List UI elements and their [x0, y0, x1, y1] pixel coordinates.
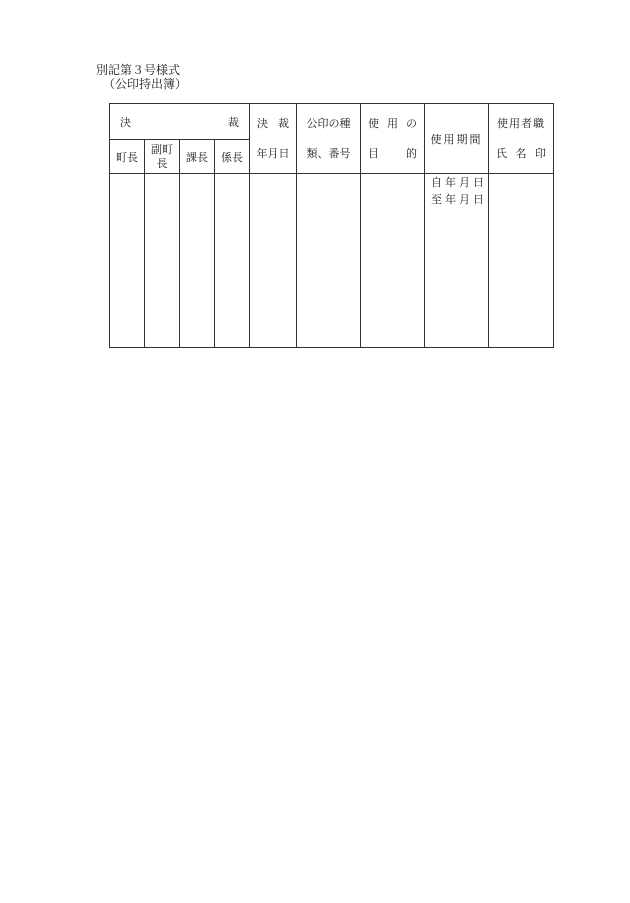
user-cell	[489, 174, 554, 348]
approver-deputy-mayor-label: 副町長	[151, 142, 173, 170]
user-char-3: 印	[535, 146, 546, 160]
decision-group-header	[110, 104, 250, 140]
period-header-label: 使用期間	[430, 132, 483, 146]
purpose-char-3: の	[406, 116, 417, 130]
purpose-header	[361, 104, 425, 174]
stamp-cell-subsection-chief	[215, 174, 250, 348]
form-subtitle: （公印持出簿）	[103, 77, 188, 91]
decision-date-header	[250, 104, 297, 174]
user-header	[489, 104, 554, 174]
decision-date-char-2: 裁	[278, 116, 289, 130]
approver-mayor: 町長	[110, 140, 145, 174]
stamp-cell-deputy-mayor	[145, 174, 180, 348]
approver-section-chief: 課長	[180, 140, 215, 174]
stamp-cell-mayor	[110, 174, 145, 348]
period-to: 至年月日	[431, 193, 487, 206]
stamp-cell-section-chief	[180, 174, 215, 348]
purpose-char-1: 使	[368, 116, 379, 130]
decision-label-left: 決	[120, 115, 131, 129]
seal-type-line2: 類、番号	[306, 146, 351, 160]
purpose-char-4: 目	[368, 146, 379, 160]
decision-date-line2: 年月日	[256, 146, 290, 160]
user-line1: 使用者職	[497, 116, 545, 130]
approver-subsection-chief: 係長	[215, 140, 250, 174]
decision-label-right: 裁	[228, 115, 239, 129]
approver-deputy-mayor	[145, 140, 180, 174]
seal-type-header	[297, 104, 361, 174]
purpose-char-2: 用	[387, 116, 398, 130]
period-header	[425, 104, 489, 174]
form-title: 別記第３号様式	[96, 63, 181, 77]
decision-date-cell	[250, 174, 297, 348]
seal-ledger-table	[109, 103, 554, 348]
user-char-2: 名	[515, 146, 527, 160]
period-cell	[425, 174, 489, 348]
seal-type-line1: 公印の種	[306, 116, 351, 130]
period-from: 自年月日	[431, 176, 487, 189]
purpose-char-5: 的	[406, 146, 417, 160]
decision-date-char-1: 決	[257, 116, 268, 130]
purpose-cell	[361, 174, 425, 348]
seal-type-cell	[297, 174, 361, 348]
user-char-1: 氏	[496, 146, 507, 160]
